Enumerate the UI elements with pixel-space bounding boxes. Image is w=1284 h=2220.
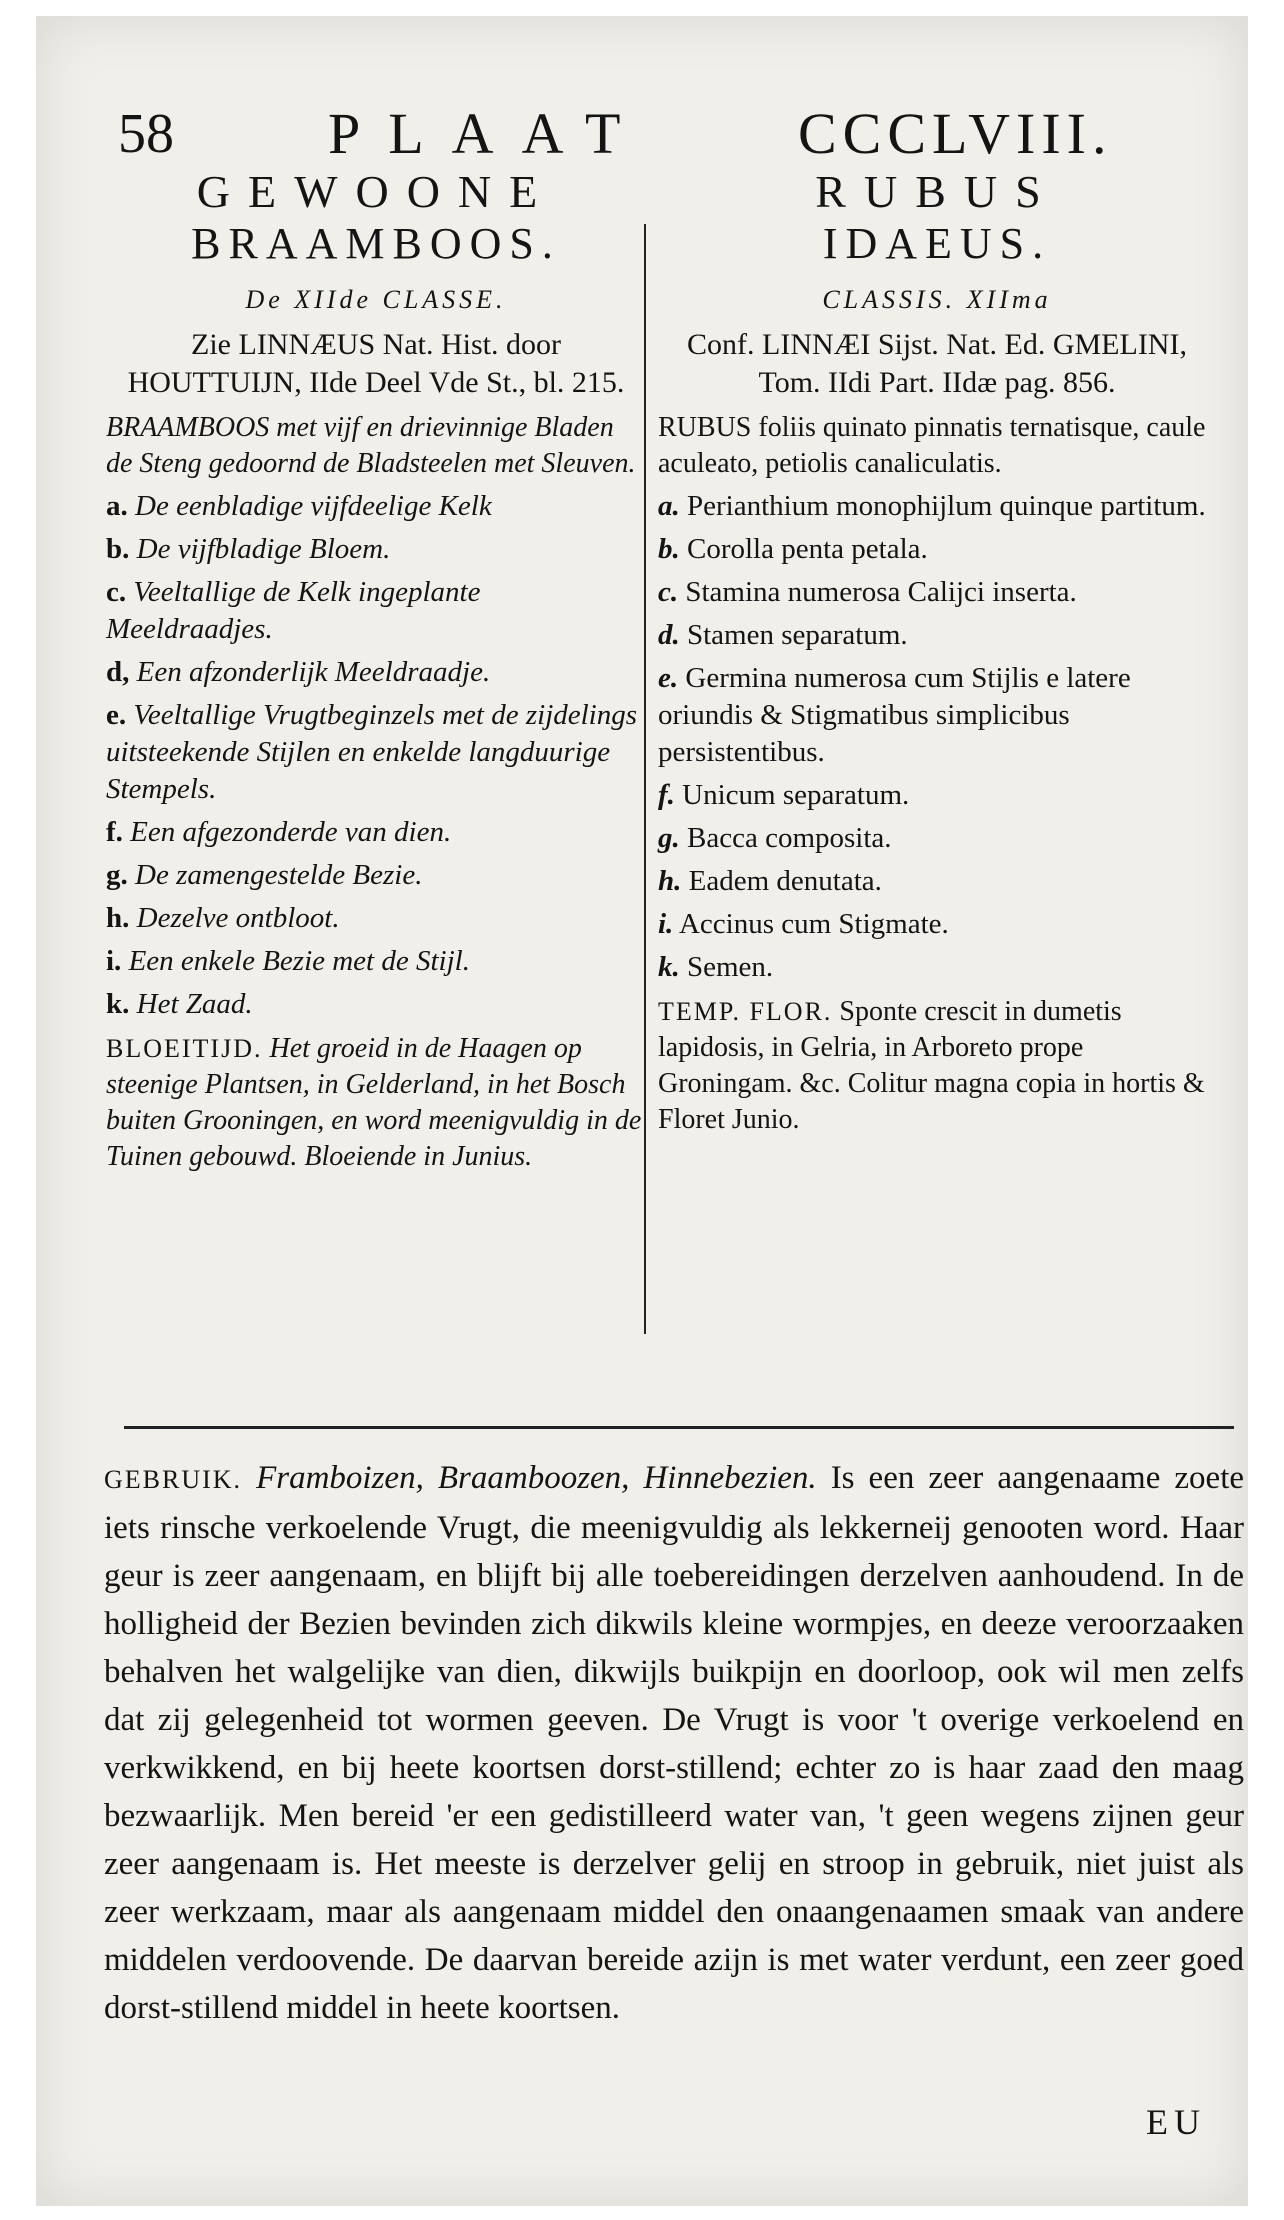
page-number: 58 — [118, 103, 174, 165]
latin-column — [658, 166, 1216, 1138]
gebruik-label: GEBRUIK. — [104, 1465, 243, 1494]
list-item: b. Corolla penta petala. — [658, 533, 928, 565]
latin-reference: Conf. LINNÆI Sijst. Nat. Ed. GMELINI, Tom. IIdi Part. IIdæ pag. 856. — [687, 328, 1187, 399]
latin-title-line2: IDAEUS. — [822, 219, 1052, 268]
section-rule — [124, 1426, 1234, 1429]
gebruik-text: Is een zeer aangenaame zoete iets rinsche verkoelende Vrugt, die meenigvuldig als lekkerneij genooten word. Haar geur is zeer aangenaam, en blijft bij alle toebereidingen derzelven aanhoudend. In de holligheid der Bezien bevinden zich dikwils kleine wormpjes, en deeze veroorzaaken behalven het walgelijke van dien, dikwijls buikpijn en doorloop, ook wil men zelfs dat zij gelegenheid tot wormen geeven. De Vrugt is voor 't overige verkoelend en verkwikkend, en bij heete koortsen dorst-stillend; echter zo is haar zaad den maag bezwaarlijk. Men bereid 'er een gedistilleerd water van, 't geen wegens zijnen geur zeer aangenaam is. Het meeste is derzelver gelij en stroop in gebruik, niet juist als zeer werkzaam, maar als aangenaam middel den onaangenaamen smaak van andere middelen verdoovende. De daarvan bereide azijn is met water verdunt, een zeer goed dorst-stillend middel in heete koortsen. — [104, 1460, 1245, 2026]
list-item: a. Perianthium monophijlum quinque partitum. — [658, 490, 1206, 522]
list-item: g. De zamengestelde Bezie. — [106, 859, 423, 891]
list-item: k. Semen. — [658, 951, 774, 983]
list-item: c. Veeltallige de Kelk ingeplante Meeldraadjes. — [106, 576, 481, 645]
book-page — [36, 16, 1248, 2206]
list-item: k. Het Zaad. — [106, 988, 253, 1020]
plate-number: CCCLVIII. — [798, 101, 1113, 166]
dutch-description: BRAAMBOOS met vijf en drievinnige Bladen de Steng gedoornd de Bladsteelen met Sleuven. — [106, 412, 636, 479]
dutch-title-line2: BRAAMBOOS. — [191, 219, 561, 268]
list-item: d. Stamen separatum. — [658, 619, 908, 651]
dutch-column — [106, 166, 646, 1175]
temp-flor-text: Sponte crescit in dumetis lapidosis, in Gelria, in Arboreto prope Groningam. &c. Colitur magna copia in hortis & Floret Junio. — [658, 996, 1205, 1135]
list-item: d, Een afzonderlijk Meeldraadje. — [106, 656, 491, 688]
dutch-item-list — [106, 488, 646, 1023]
list-item: h. Eadem denutata. — [658, 865, 882, 897]
latin-description: RUBUS foliis quinato pinnatis ternatisque, caule aculeato, petiolis canaliculatis. — [658, 412, 1206, 479]
latin-classis: CLASSIS. XIIma — [822, 285, 1052, 314]
dutch-title-line1: GEWOONE — [196, 166, 556, 217]
list-item: h. Dezelve ontbloot. — [106, 902, 340, 934]
latin-title-line1: RUBUS — [815, 166, 1059, 217]
list-item: g. Bacca composita. — [658, 822, 892, 854]
dutch-bloeitijd — [106, 1031, 646, 1175]
gebruik-names: Framboizen, Braamboozen, Hinnebezien. — [256, 1460, 817, 1496]
bloeitijd-text: Het groeid in de Haagen op steenige Plantsen, in Gelderland, in het Bosch buiten Grooningen, en word meenigvuldig in de Tuinen gebouwd. Bloeiende in Junius. — [106, 1033, 642, 1172]
bloeitijd-label: BLOEITIJD. — [106, 1034, 263, 1063]
list-item: e. Germina numerosa cum Stijlis e latere oriundis & Stigmatibus simplicibus persistentibus. — [658, 662, 1131, 768]
list-item: c. Stamina numerosa Calijci inserta. — [658, 576, 1077, 608]
list-item: b. De vijfbladige Bloem. — [106, 533, 391, 565]
dutch-classe: De XIIde CLASSE. — [245, 285, 507, 314]
latin-item-list — [658, 488, 1216, 986]
gebruik-paragraph — [104, 1454, 1244, 2032]
list-item: i. Een enkele Bezie met de Stijl. — [106, 945, 470, 977]
temp-flor-label: TEMP. FLOR. — [658, 997, 833, 1026]
plate-label: PLAAT — [328, 101, 649, 166]
dutch-reference: Zie LINNÆUS Nat. Hist. door HOUTTUIJN, IIde Deel Vde St., bl. 215. — [127, 328, 625, 399]
page-header — [118, 82, 1248, 166]
list-item: e. Veeltallige Vrugtbeginzels met de zijdelings uitsteekende Stijlen en enkelde langduurige Stempels. — [106, 699, 638, 805]
latin-temp-flor — [658, 994, 1216, 1138]
list-item: f. Een afgezonderde van dien. — [106, 816, 452, 848]
list-item: a. De eenbladige vijfdeelige Kelk — [106, 490, 492, 522]
catchword: EU — [1146, 2102, 1206, 2142]
list-item: i. Accinus cum Stigmate. — [658, 908, 949, 940]
list-item: f. Unicum separatum. — [658, 779, 910, 811]
